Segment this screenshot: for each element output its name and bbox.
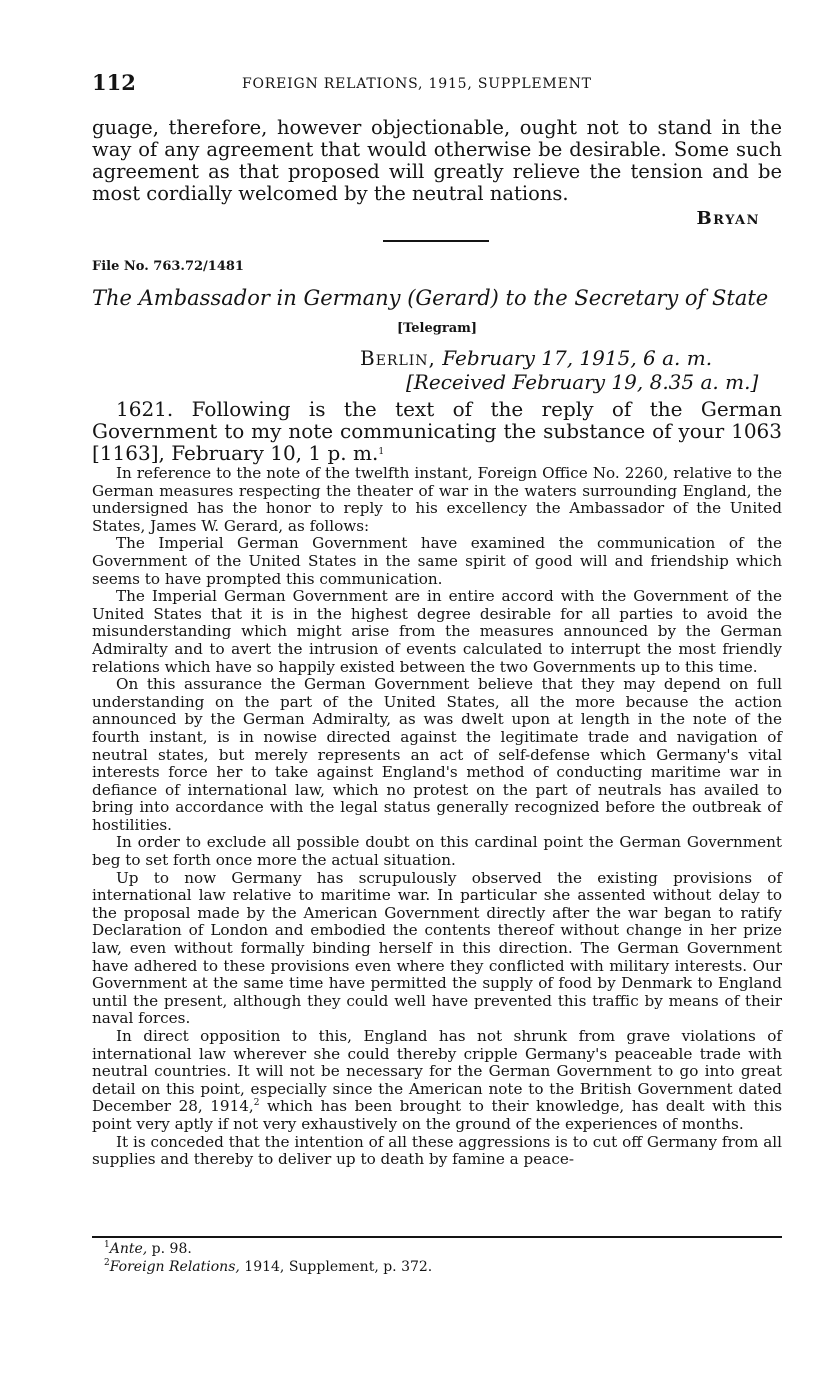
footnote-1 bbox=[104, 1240, 432, 1258]
signature bbox=[600, 208, 760, 229]
footnote-rest-2: 1914, Supplement, p. 372. bbox=[239, 1259, 433, 1275]
paragraph-4: On this assurance the German Government believe that they may depend on full understanding on the part of the United States, all the more because the action announced by the German Admiralty, as was dwelt upon at length in the note of the fourth instant, is in nowise directed against the legitimate trade and navigation of neutral states, but merely represents an act of self-defense which Germany's vital interests force her to take against England's method of conducting maritime war in defiance of international law, which no protest on the part of neutrals has availed to bring into accordance with the legal status generally recognized before the outbreak of hostilities. bbox=[92, 675, 782, 834]
paragraph-7 bbox=[92, 1028, 782, 1134]
dateline-date: February 17, 1915, 6 a. m. bbox=[442, 346, 713, 370]
footnote-rest-1: p. 98. bbox=[147, 1241, 192, 1257]
signature-text: Bryan bbox=[696, 208, 760, 229]
footnote-mark-1: 1 bbox=[104, 1240, 110, 1250]
dateline-place: Berlin, bbox=[360, 346, 436, 370]
section-divider bbox=[383, 240, 489, 242]
file-number: File No. 763.72/1481 bbox=[92, 259, 244, 274]
footnote-divider bbox=[92, 1236, 782, 1238]
page-number: 112 bbox=[92, 70, 136, 95]
page-header bbox=[92, 70, 782, 100]
footnote-mark-2: 2 bbox=[104, 1258, 110, 1268]
paragraph-7-before: In direct opposition to this, England has not shrunk from grave violations of international law wherever she could thereby cripple Germany's peaceable trade with neutral countries. It will not be necessary for the German Government to go into great detail on this point, especially since the American note to the British Government dated December 28, 1914, bbox=[92, 1027, 782, 1116]
footnote-ref-1: 1 bbox=[378, 447, 385, 457]
footnote-ref-2: 2 bbox=[253, 1098, 260, 1109]
running-title: FOREIGN RELATIONS, 1915, SUPPLEMENT bbox=[242, 76, 592, 92]
continued-paragraph: guage, therefore, however objectionable, ought not to stand in the way of any agreement that would otherwise be desirable. Some such agreement as that proposed will greatly relieve the tension and be most cordially welcomed by the neutral nations. bbox=[92, 116, 782, 205]
quoted-reply bbox=[92, 465, 782, 1169]
footnote-source-1: Ante, bbox=[109, 1241, 148, 1257]
footnote-source-2: Foreign Relations, bbox=[109, 1259, 240, 1275]
paragraph-1: In reference to the note of the twelfth instant, Foreign Office No. 2260, relative to the German measures respecting the theater of war in the waters surrounding England, the undersigned has the honor to reply to his excellency the Ambassador of the United States, James W. Gerard, as follows: bbox=[92, 464, 782, 535]
paragraph-3: The Imperial German Government are in entire accord with the Government of the United States that it is in the highest degree desirable for all parties to avoid the misunderstanding which might arise from the measures announced by the German Admiralty and to avert the intrusion of events calculated to interrupt the most friendly relations which have so happily existed between the two Governments up to this time. bbox=[92, 587, 782, 676]
paragraph-8: It is conceded that the intention of all these aggressions is to cut off Germany from all supplies and thereby to deliver up to death by famine a peace- bbox=[92, 1132, 782, 1169]
document-title: The Ambassador in Germany (Gerard) to the Secretary of State bbox=[92, 286, 769, 310]
received-line: [Received February 19, 8.35 a. m.] bbox=[406, 370, 759, 394]
paragraph-7-after: which has been brought to their knowledge, has dealt with this point very aptly if not very exhaustively on the ground of the experiences of months. bbox=[92, 1097, 782, 1133]
opening-paragraph bbox=[92, 398, 782, 464]
document-type: [Telegram] bbox=[396, 321, 478, 336]
paragraph-5: In order to exclude all possible doubt on this cardinal point the German Government beg to set forth once more the actual situation. bbox=[92, 833, 782, 870]
footnote-2 bbox=[104, 1258, 432, 1276]
paragraph-6: Up to now Germany has scrupulously observed the existing provisions of international law relative to maritime war. In particular she assented without delay to the proposal made by the American Government directly after the war began to ratify Declaration of London and embodied the contents thereof without change in her prize law, even without formally binding herself in this direction. The German Government have adhered to these provisions even where they conflicted with military interests. Our Government at the same time have permitted the supply of food by Denmark to England until the present, although they could well have prevented this traffic by means of their naval forces. bbox=[92, 868, 782, 1028]
opening-text: 1621. Following is the text of the reply of the German Government to my note communicating the substance of your 1063 [1163], February 10, 1 p. m. bbox=[92, 397, 782, 465]
dateline bbox=[360, 346, 712, 370]
footnotes bbox=[104, 1240, 432, 1276]
paragraph-2: The Imperial German Government have examined the communication of the Government of the United States in the same spirit of good will and friendship which seems to have prompted this communication. bbox=[92, 534, 782, 588]
